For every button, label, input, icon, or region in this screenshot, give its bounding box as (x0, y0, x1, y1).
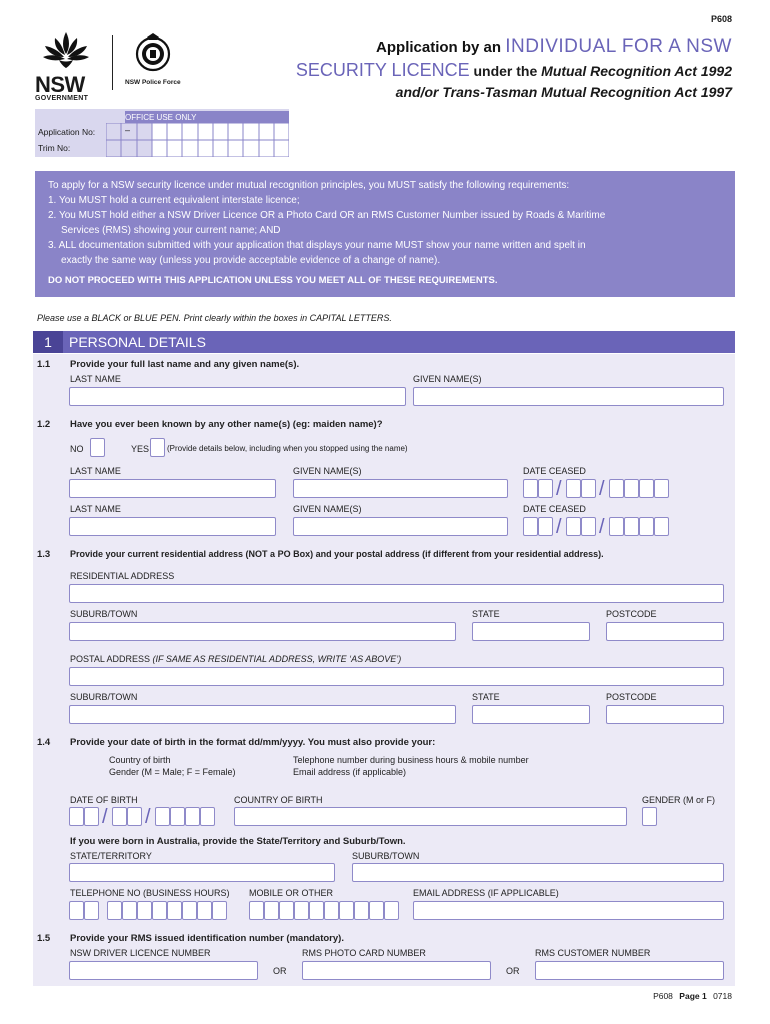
postal-address-input[interactable] (69, 667, 724, 686)
no-label: NO (70, 444, 84, 454)
customer-number-input[interactable] (535, 961, 724, 980)
q1-4-telephone-item: Telephone number during business hours & mobile number (293, 755, 529, 765)
nsw-logo-subtext: GOVERNMENT (35, 95, 89, 102)
date-cell[interactable] (609, 479, 624, 498)
application-no-label: Application No: (38, 127, 96, 137)
requirements-warning: DO NOT PROCEED WITH THIS APPLICATION UNLESS YOU MEET ALL OF THESE REQUIREMENTS. (48, 275, 498, 286)
phone-cell[interactable] (69, 901, 84, 920)
phone-cell[interactable] (249, 901, 264, 920)
postal-address-label (70, 654, 401, 664)
nsw-logo-text: NSW (35, 72, 85, 97)
requirement-2-cont: Services (RMS) showing your current name; AND (61, 225, 281, 236)
post-suburb-input[interactable] (69, 705, 456, 724)
email-label: EMAIL ADDRESS (IF APPLICABLE) (413, 888, 559, 898)
police-logo-text: NSW Police Force (125, 79, 181, 86)
q1-1-given-names-label: GIVEN NAME(S) (413, 374, 482, 384)
post-postcode-label: POSTCODE (606, 692, 657, 702)
nsw-government-logo (35, 30, 97, 102)
res-suburb-label: SUBURB/TOWN (70, 609, 138, 619)
q1-4-number: 1.4 (37, 737, 51, 748)
title-highlight-2: SECURITY LICENCE (295, 60, 470, 80)
title-line-3: and/or Trans-Tasman Mutual Recognition Act 1997 (395, 84, 732, 100)
q1-4-text: Provide your date of birth in the format dd/mm/yyyy. You must also provide your: (70, 737, 436, 748)
phone-cell[interactable] (182, 901, 197, 920)
date-separator: / (102, 806, 108, 828)
date-cell[interactable] (127, 807, 142, 826)
other-given-names-label-1: GIVEN NAME(S) (293, 466, 362, 476)
date-cell[interactable] (624, 517, 639, 536)
q1-5-text: Provide your RMS issued identification number (mandatory). (70, 933, 344, 944)
birth-suburb-input[interactable] (352, 863, 724, 882)
q1-4-country-item: Country of birth (109, 755, 171, 765)
phone-cell[interactable] (324, 901, 339, 920)
date-cell[interactable] (185, 807, 200, 826)
q1-1-last-name-label: LAST NAME (70, 374, 121, 384)
requirements-panel (35, 171, 735, 297)
office-use-header: OFFICE USE ONLY (125, 111, 289, 125)
footer-version: 0718 (713, 991, 732, 1001)
post-state-label: STATE (472, 692, 500, 702)
date-separator: / (599, 516, 605, 538)
title-part-2: under the (469, 63, 542, 79)
driver-licence-label: NSW DRIVER LICENCE NUMBER (70, 948, 211, 958)
form-code-top: P608 (710, 14, 732, 24)
title-part: Application by an (376, 39, 506, 56)
or-label-2: OR (506, 966, 520, 976)
photo-card-label: RMS PHOTO CARD NUMBER (302, 948, 426, 958)
waratah-icon (35, 30, 97, 70)
post-state-input[interactable] (472, 705, 590, 724)
res-postcode-label: POSTCODE (606, 609, 657, 619)
requirement-3-cont: exactly the same way (unless you provide acceptable evidence of a change of name). (61, 255, 441, 266)
title-highlight: INDIVIDUAL FOR A NSW (505, 36, 732, 57)
q1-1-text: Provide your full last name and any given name(s). (70, 359, 300, 370)
phone-cell[interactable] (309, 901, 324, 920)
dob-label: DATE OF BIRTH (70, 795, 138, 805)
phone-cell[interactable] (279, 901, 294, 920)
requirement-2: 2. You MUST hold either a NSW Driver Licence OR a Photo Card OR an RMS Customer Number issued by Roads & Maritime (48, 210, 606, 221)
gender-input[interactable] (642, 807, 657, 826)
res-suburb-input[interactable] (69, 622, 456, 641)
date-ceased-label-2: DATE CEASED (523, 504, 586, 514)
phone-cell[interactable] (107, 901, 122, 920)
section-number: 1 (33, 331, 63, 353)
res-state-input[interactable] (472, 622, 590, 641)
phone-cell[interactable] (294, 901, 309, 920)
police-crest-icon (133, 32, 173, 74)
office-use-dash: – (125, 125, 131, 135)
date-separator: / (556, 478, 562, 500)
date-cell[interactable] (654, 479, 669, 498)
date-ceased-input-2[interactable] (523, 517, 668, 536)
gender-label: GENDER (M or F) (642, 795, 715, 805)
phone-cell[interactable] (137, 901, 152, 920)
date-cell[interactable] (523, 517, 538, 536)
date-cell[interactable] (566, 517, 581, 536)
residential-address-input[interactable] (69, 584, 724, 603)
q1-2-text: Have you ever been known by any other name(s) (eg: maiden name)? (70, 419, 383, 430)
customer-number-label: RMS CUSTOMER NUMBER (535, 948, 651, 958)
phone-cell[interactable] (212, 901, 227, 920)
phone-cell[interactable] (152, 901, 167, 920)
footer-page: Page 1 (679, 991, 707, 1001)
date-cell[interactable] (200, 807, 215, 826)
title-line-2 (296, 60, 732, 81)
date-cell[interactable] (170, 807, 185, 826)
post-postcode-input[interactable] (606, 705, 724, 724)
country-of-birth-input[interactable] (234, 807, 627, 826)
date-cell[interactable] (566, 479, 581, 498)
last-name-input[interactable] (69, 387, 406, 406)
driver-licence-input[interactable] (69, 961, 258, 980)
requirements-intro: To apply for a NSW security licence under mutual recognition principles, you MUST satisfy the following requirements: (48, 180, 570, 191)
yes-note: (Provide details below, including when you stopped using the name) (167, 444, 408, 453)
title-line-1 (376, 36, 732, 58)
q1-3-text: Provide your current residential address (NOT a PO Box) and your postal address (if different from your residential address). (70, 549, 604, 559)
post-suburb-label: SUBURB/TOWN (70, 692, 138, 702)
phone-cell[interactable] (122, 901, 137, 920)
q1-1-number: 1.1 (37, 359, 51, 370)
state-territory-label: STATE/TERRITORY (70, 851, 152, 861)
photo-card-input[interactable] (302, 961, 491, 980)
or-label-1: OR (273, 966, 287, 976)
date-ceased-label-1: DATE CEASED (523, 466, 586, 476)
office-use-cells (106, 123, 289, 157)
q1-4-gender-item: Gender (M = Male; F = Female) (109, 767, 236, 777)
other-last-name-label-1: LAST NAME (70, 466, 121, 476)
instructions: Please use a BLACK or BLUE PEN. Print clearly within the boxes in CAPITAL LETTERS. (37, 313, 392, 323)
mobile-input[interactable] (249, 901, 404, 920)
date-cell[interactable] (69, 807, 84, 826)
date-cell[interactable] (538, 517, 553, 536)
footer (653, 991, 732, 1001)
postal-label-main: POSTAL ADDRESS (70, 654, 153, 664)
telephone-input[interactable] (69, 901, 234, 920)
yes-label: YES (131, 444, 150, 454)
given-names-input[interactable] (413, 387, 724, 406)
dob-input[interactable] (69, 807, 214, 826)
birth-suburb-label: SUBURB/TOWN (352, 851, 420, 861)
q1-5-number: 1.5 (37, 933, 51, 944)
date-separator: / (599, 478, 605, 500)
date-separator: / (556, 516, 562, 538)
other-last-name-input-1[interactable] (69, 479, 276, 498)
trim-no-label: Trim No: (38, 143, 71, 153)
date-ceased-input-1[interactable] (523, 479, 668, 498)
phone-cell[interactable] (167, 901, 182, 920)
mobile-label: MOBILE OR OTHER (249, 888, 334, 898)
date-cell[interactable] (654, 517, 669, 536)
nsw-police-logo (125, 32, 185, 92)
section-header (33, 331, 735, 353)
phone-cell[interactable] (339, 901, 354, 920)
email-input[interactable] (413, 901, 724, 920)
phone-cell[interactable] (264, 901, 279, 920)
title-act-1: Mutual Recognition Act 1992 (541, 63, 732, 79)
residential-address-label: RESIDENTIAL ADDRESS (70, 571, 175, 581)
requirement-1: 1. You MUST hold a current equivalent interstate licence; (48, 195, 300, 206)
yes-checkbox[interactable] (150, 438, 165, 457)
phone-cell[interactable] (369, 901, 384, 920)
date-cell[interactable] (639, 479, 654, 498)
q1-4-email-item: Email address (if applicable) (293, 767, 407, 777)
date-cell[interactable] (538, 479, 553, 498)
country-of-birth-label: COUNTRY OF BIRTH (234, 795, 323, 805)
res-postcode-input[interactable] (606, 622, 724, 641)
date-cell[interactable] (581, 479, 596, 498)
office-use-grid (106, 123, 289, 157)
date-cell[interactable] (624, 479, 639, 498)
res-state-label: STATE (472, 609, 500, 619)
other-last-name-input-2[interactable] (69, 517, 276, 536)
logo-divider (112, 35, 113, 90)
q1-2-number: 1.2 (37, 419, 51, 430)
date-separator: / (145, 806, 151, 828)
other-given-names-label-2: GIVEN NAME(S) (293, 504, 362, 514)
date-cell[interactable] (112, 807, 127, 826)
telephone-label: TELEPHONE NO (BUSINESS HOURS) (70, 888, 230, 898)
date-cell[interactable] (523, 479, 538, 498)
postal-label-note: (IF SAME AS RESIDENTIAL ADDRESS, WRITE ‘AS ABOVE’) (152, 654, 402, 664)
no-checkbox[interactable] (90, 438, 105, 457)
other-last-name-label-2: LAST NAME (70, 504, 121, 514)
date-cell[interactable] (581, 517, 596, 536)
phone-cell[interactable] (354, 901, 369, 920)
footer-code: P608 (653, 991, 673, 1001)
date-cell[interactable] (609, 517, 624, 536)
australia-note: If you were born in Australia, provide the State/Territory and Suburb/Town. (70, 836, 406, 847)
requirement-3: 3. ALL documentation submitted with your application that displays your name MUST show your name written and spelt in (48, 240, 586, 251)
date-cell[interactable] (84, 807, 99, 826)
q1-3-number: 1.3 (37, 549, 51, 560)
date-cell[interactable] (639, 517, 654, 536)
other-given-names-input-1[interactable] (293, 479, 508, 498)
state-territory-input[interactable] (69, 863, 335, 882)
phone-cell[interactable] (197, 901, 212, 920)
date-cell[interactable] (155, 807, 170, 826)
other-given-names-input-2[interactable] (293, 517, 508, 536)
phone-cell[interactable] (384, 901, 399, 920)
section-title: PERSONAL DETAILS (69, 334, 206, 350)
phone-cell[interactable] (84, 901, 99, 920)
